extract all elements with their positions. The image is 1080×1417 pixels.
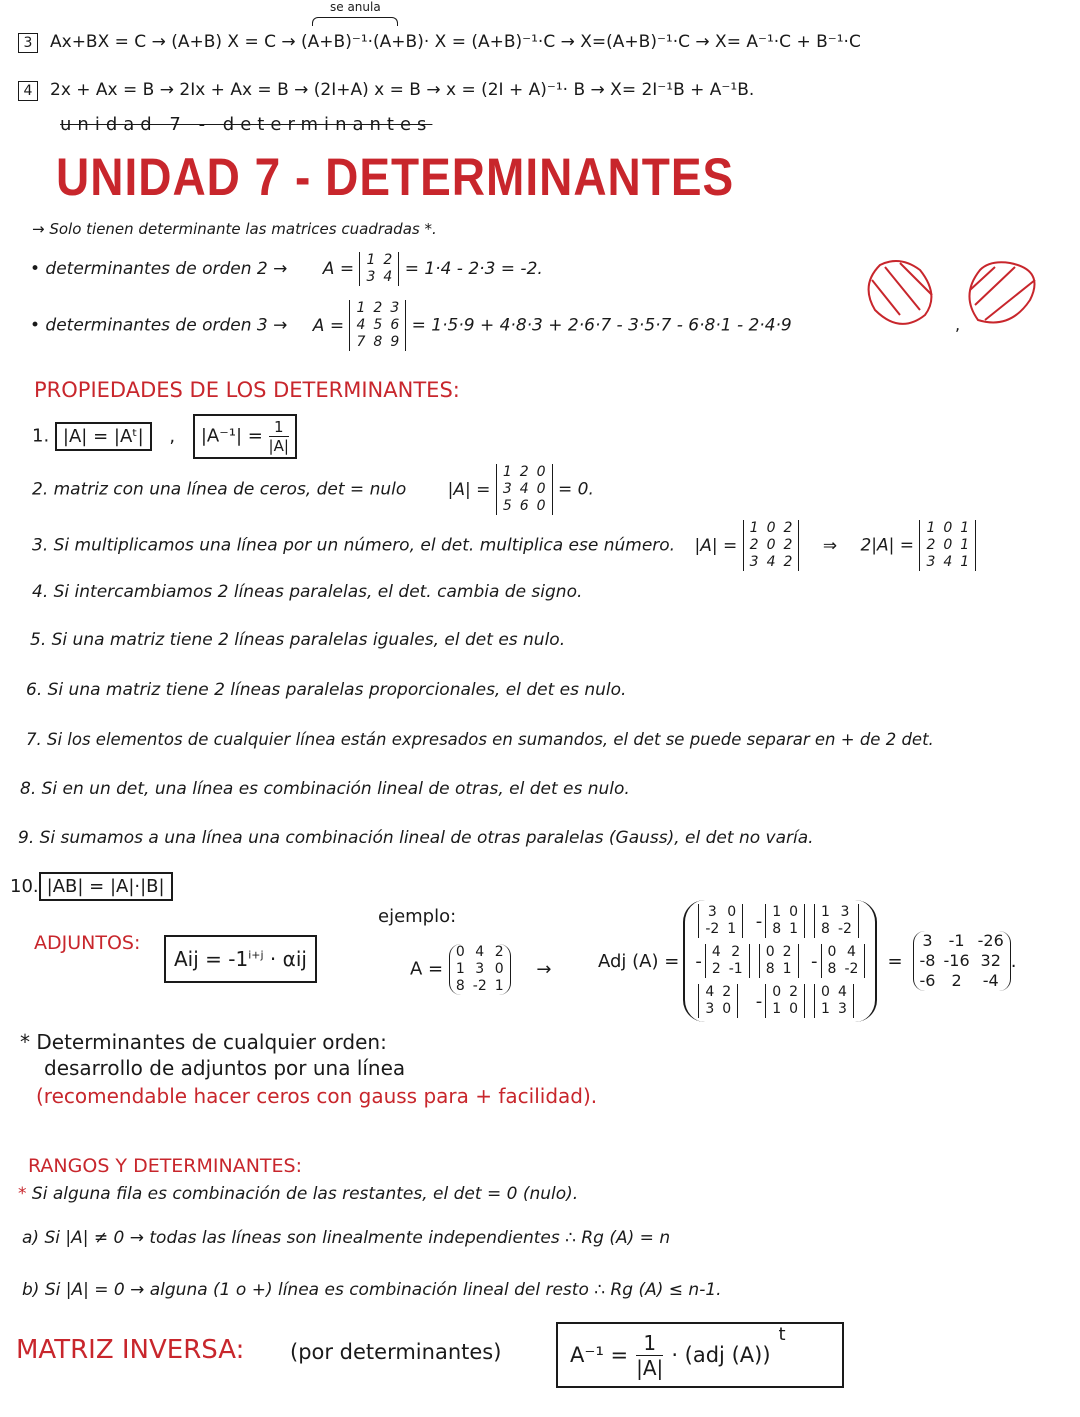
propiedad-4: 4. Si intercambiamos 2 líneas paralelas, el det. cambia de signo. [32,582,583,602]
matrix-cell: 1 [926,520,936,536]
cofactor-matrix [683,900,877,1022]
matrix-cell: 1 [960,520,970,536]
lhs: Adj (A) = [598,950,680,972]
matrix-cell: 5 [502,498,512,514]
adj-A [598,900,1017,1022]
unit-title-strike: unidad 7 - determinantes [60,114,433,135]
lhs: |A⁻¹| = [200,425,263,447]
formula-transpose: |A| = |Aᵗ| [55,422,152,451]
lhs: |A| = [447,479,491,500]
propiedad-10 [10,872,173,901]
matrix-cell: 3 [840,904,850,920]
matrix-cell: 4 [846,944,856,960]
formula: |AB| = |A|·|B| [39,872,173,901]
propiedad-2 [32,464,594,515]
implies-icon: ⇒ [822,535,838,556]
matrix-cell: 8 [827,961,837,977]
matrix-cell: 0 [766,537,776,553]
equation-text: 2x + Ax = B → 2Ix + Ax = B → (2I+A) x = B → x = (2I + A)⁻¹· B → X= 2I⁻¹B + A⁻¹B. [50,80,755,100]
cofactor-cell [695,944,749,978]
matrix-cell: 0 [766,520,776,536]
matrix-cell: -1 [728,961,743,977]
matrix-cell: 2 [926,537,936,553]
matrix-cell: 2 [383,252,393,268]
text: Si alguna fila es combinación de las restantes, el det = 0 (nulo). [31,1184,579,1204]
inversa-formula [556,1322,844,1388]
matrix-cell: 4 [705,984,715,1000]
matrix-cell: 1 [366,252,376,268]
brace [312,17,398,26]
matrix-cell: 9 [390,334,400,350]
matrix-cell: -1 [948,931,965,950]
matrix-cell: 3 [922,931,933,950]
num: 1. [32,425,50,447]
arrow-icon: → [536,958,552,980]
matrix-cell: 2 [519,464,529,480]
ejemplo-label: ejemplo: [378,906,457,927]
unit-title: UNIDAD 7 - DETERMINANTES [56,146,735,207]
equation-number: 4 [18,81,38,101]
rangos-b: b) Si |A| = 0 → alguna (1 o +) línea es combinación lineal del resto ∴ Rg (A) ≤ n-1. [22,1280,722,1300]
matrix-cell: 8 [373,334,383,350]
rhs: = 1·5·9 + 4·8·3 + 2·6·7 - 3·5·7 - 6·8·1 - 2·4·9 [411,315,792,336]
num: 10. [10,876,39,897]
matrix-cell: 8 [821,921,830,937]
matrix-cell: 8 [772,921,782,937]
matrix-cell: 1 [960,554,970,570]
formula-inverse [193,414,297,459]
text: 2. matriz con una línea de ceros, det = nulo [32,479,407,500]
matrix-cell: 2 [951,971,962,990]
matrix-cell: 0 [455,944,465,960]
lhs: A⁻¹ = [570,1343,629,1367]
matrix-cell: 1 [455,961,465,977]
rangos-line1 [18,1184,578,1204]
matrix-cell: -4 [982,971,999,990]
sign: - [755,910,763,932]
lhs2: 2|A| = [860,535,915,556]
equation-3 [18,32,861,53]
matrix-cell: 2 [373,300,383,316]
rhs: = 1·4 - 2·3 = -2. [404,259,543,279]
minor-determinant [698,904,743,938]
matrix-cell: -2 [844,961,859,977]
matrix-cell: 4 [383,269,393,285]
equation-4 [18,80,754,101]
matrix-cell: 1 [356,300,366,316]
propiedades-heading: PROPIEDADES DE LOS DETERMINANTES: [34,378,460,402]
inversa-heading: MATRIZ INVERSA: [16,1335,245,1365]
period: . [1010,950,1017,972]
matrix-cell: 3 [366,269,376,285]
matrix-cell: 0 [727,904,737,920]
matrix-cell: 3 [705,1001,715,1017]
matrix-cell: -16 [943,951,970,970]
matrix-cell: 3 [926,554,936,570]
matrix-cell: 0 [494,961,504,977]
matrix-3x3 [349,300,406,351]
matrix-cell: 4 [519,481,529,497]
matrix-cell: -26 [977,931,1004,950]
equals: = [887,950,903,972]
minor-determinant [765,904,805,938]
matrix-cell: 1 [494,978,504,994]
note-se-anula: se anula [330,0,381,14]
matrix-cell: 0 [789,1001,799,1017]
cofactor-cell [695,904,749,938]
matrix-cell: 0 [772,984,782,1000]
formula: Aij = -1 [174,947,249,971]
orden-general-2: desarrollo de adjuntos por una línea [44,1056,406,1080]
rangos-a: a) Si |A| ≠ 0 → todas las líneas son linealmente independientes ∴ Rg (A) = n [22,1228,671,1248]
matrix-cell: 1 [502,464,512,480]
matrix-cell: 0 [821,984,830,1000]
label: • determinantes de orden 2 → [30,259,288,279]
matrix-cell: 0 [789,904,799,920]
rangos-heading: RANGOS Y DETERMINANTES: [28,1155,303,1177]
exponent: t [778,1324,786,1345]
matrix-cell: 1 [782,961,792,977]
matrix-cell: 2 [722,984,732,1000]
propiedad-7: 7. Si los elementos de cualquier línea están expresados en sumandos, el det se puede separar en + de 2 det. [26,730,934,749]
matrix-cell: 2 [783,537,793,553]
matrix-cell: 1 [821,1001,830,1017]
matrix-cell: 2 [783,554,793,570]
propiedad-1 [32,414,297,459]
matrix-cell: 0 [722,1001,732,1017]
minor-determinant [759,944,799,978]
tail: · αij [269,947,307,971]
cofactor-cell [811,904,865,938]
matrix-cell: 4 [837,984,847,1000]
svg-text:,: , [955,315,961,334]
matrix-cell: 0 [765,944,775,960]
den: |A| [636,1355,664,1380]
orden-general-1: * Determinantes de cualquier orden: [20,1030,387,1054]
matrix-cell: 5 [373,317,383,333]
matrix-cell: 7 [356,334,366,350]
minor-determinant [698,984,738,1018]
matrix-2x2 [359,252,399,286]
rhs: = 0. [557,479,594,500]
matrix-cell: 0 [536,498,546,514]
cofactor-cell [695,984,749,1018]
matrix-cell: 2 [731,944,741,960]
matrix-cell: 1 [772,904,782,920]
minor-determinant [765,984,805,1018]
matrix-cell: 1 [789,921,799,937]
sign: - [695,950,702,972]
propiedad-8: 8. Si en un det, una línea es combinación lineal de otras, el det es nulo. [20,779,630,799]
lhs: A = [410,958,444,980]
propiedad-5: 5. Si una matriz tiene 2 líneas paralelas iguales, el det es nulo. [30,630,566,650]
equation-text: Ax+BX = C → (A+B) X = C → (A+B)⁻¹·(A+B)· X = (A+B)⁻¹·C → X=(A+B)⁻¹·C → X= A⁻¹·C + B⁻¹·C [50,32,861,52]
matrix [496,464,553,515]
adj-result-matrix [913,931,1011,991]
intro-text: → Solo tienen determinante las matrices cuadradas *. [32,220,437,238]
matrix-cell: 4 [766,554,776,570]
matrix-cell: 2 [711,961,721,977]
matrix-cell: 4 [943,554,953,570]
star: * [18,1184,27,1204]
matrix-cell: 4 [475,944,485,960]
matrix-cell: 3 [502,481,512,497]
matrix-A [449,944,511,995]
num: 1 [636,1331,663,1356]
propiedad-3 [32,520,976,571]
matrix-cell: 3 [707,904,717,920]
matrix2 [919,520,976,571]
inversa-sub: (por determinantes) [290,1340,502,1364]
sarrus-diagram-icon [860,255,1050,335]
matrix-cell: 1 [749,520,759,536]
sep: , [169,425,176,447]
sign: - [755,990,763,1012]
tail: · (adj (A)) [671,1343,771,1367]
orden-2 [30,252,543,286]
matrix-cell: -6 [919,971,936,990]
matrix-cell: -8 [919,951,936,970]
matrix [743,520,800,571]
matrix-cell: 0 [827,944,837,960]
matrix-cell: 4 [356,317,366,333]
matrix-cell: -2 [472,978,487,994]
den: |A| [268,437,289,455]
matrix-cell: -2 [705,921,720,937]
matrix-cell: 0 [536,464,546,480]
matrix-cell: 2 [783,520,793,536]
propiedad-9: 9. Si sumamos a una línea una combinación lineal de otras paralelas (Gauss), el det no varía. [18,828,814,848]
matrix-cell: 1 [960,537,970,553]
matrix-cell: 2 [749,537,759,553]
matrix-cell: 32 [980,951,1001,970]
adjunto-formula [164,935,317,983]
text: 3. Si multiplicamos una línea por un número, el det. multiplica ese número. [32,535,676,556]
cofactor-cell [756,944,805,978]
adjuntos-heading: ADJUNTOS: [34,932,141,954]
matrix-cell: 6 [519,498,529,514]
minor-determinant [705,944,750,978]
num: 1 [269,418,289,437]
orden-3 [30,300,792,351]
minor-determinant [821,944,866,978]
matrix-cell: 0 [536,481,546,497]
matrix-cell: 1 [772,1001,782,1017]
equation-number: 3 [18,33,38,53]
cofactor-cell [811,944,865,978]
cofactor-cell [811,984,865,1018]
cofactor-cell [756,984,805,1018]
matrix-cell: 8 [765,961,775,977]
matrix-cell: 2 [789,984,799,1000]
minor-determinant [814,904,859,938]
matrix-cell: 4 [711,944,721,960]
propiedad-6: 6. Si una matriz tiene 2 líneas paralelas proporcionales, el det es nulo. [26,680,627,700]
matrix-cell: 3 [475,961,485,977]
matrix-cell: 3 [390,300,400,316]
matrix-cell: 6 [390,317,400,333]
matrix-cell: 2 [494,944,504,960]
orden-general-3: (recomendable hacer ceros con gauss para + facilidad). [36,1084,598,1108]
matrix-cell: 0 [943,520,953,536]
sign: - [811,950,818,972]
matrix-cell: 1 [821,904,830,920]
matrix-cell: 1 [727,921,737,937]
matrix-cell: 0 [943,537,953,553]
exponent: i+j [248,948,264,962]
minor-determinant [814,984,854,1018]
cofactor-cell [756,904,805,938]
lhs: A = [312,315,345,336]
label: • determinantes de orden 3 → [30,315,288,336]
lhs: A = [322,259,355,279]
matrix-cell: -2 [837,921,852,937]
ejemplo-A [410,944,552,995]
matrix-cell: 8 [455,978,465,994]
lhs: |A| = [694,535,738,556]
matrix-cell: 3 [837,1001,847,1017]
matrix-cell: 3 [749,554,759,570]
matrix-cell: 2 [782,944,792,960]
